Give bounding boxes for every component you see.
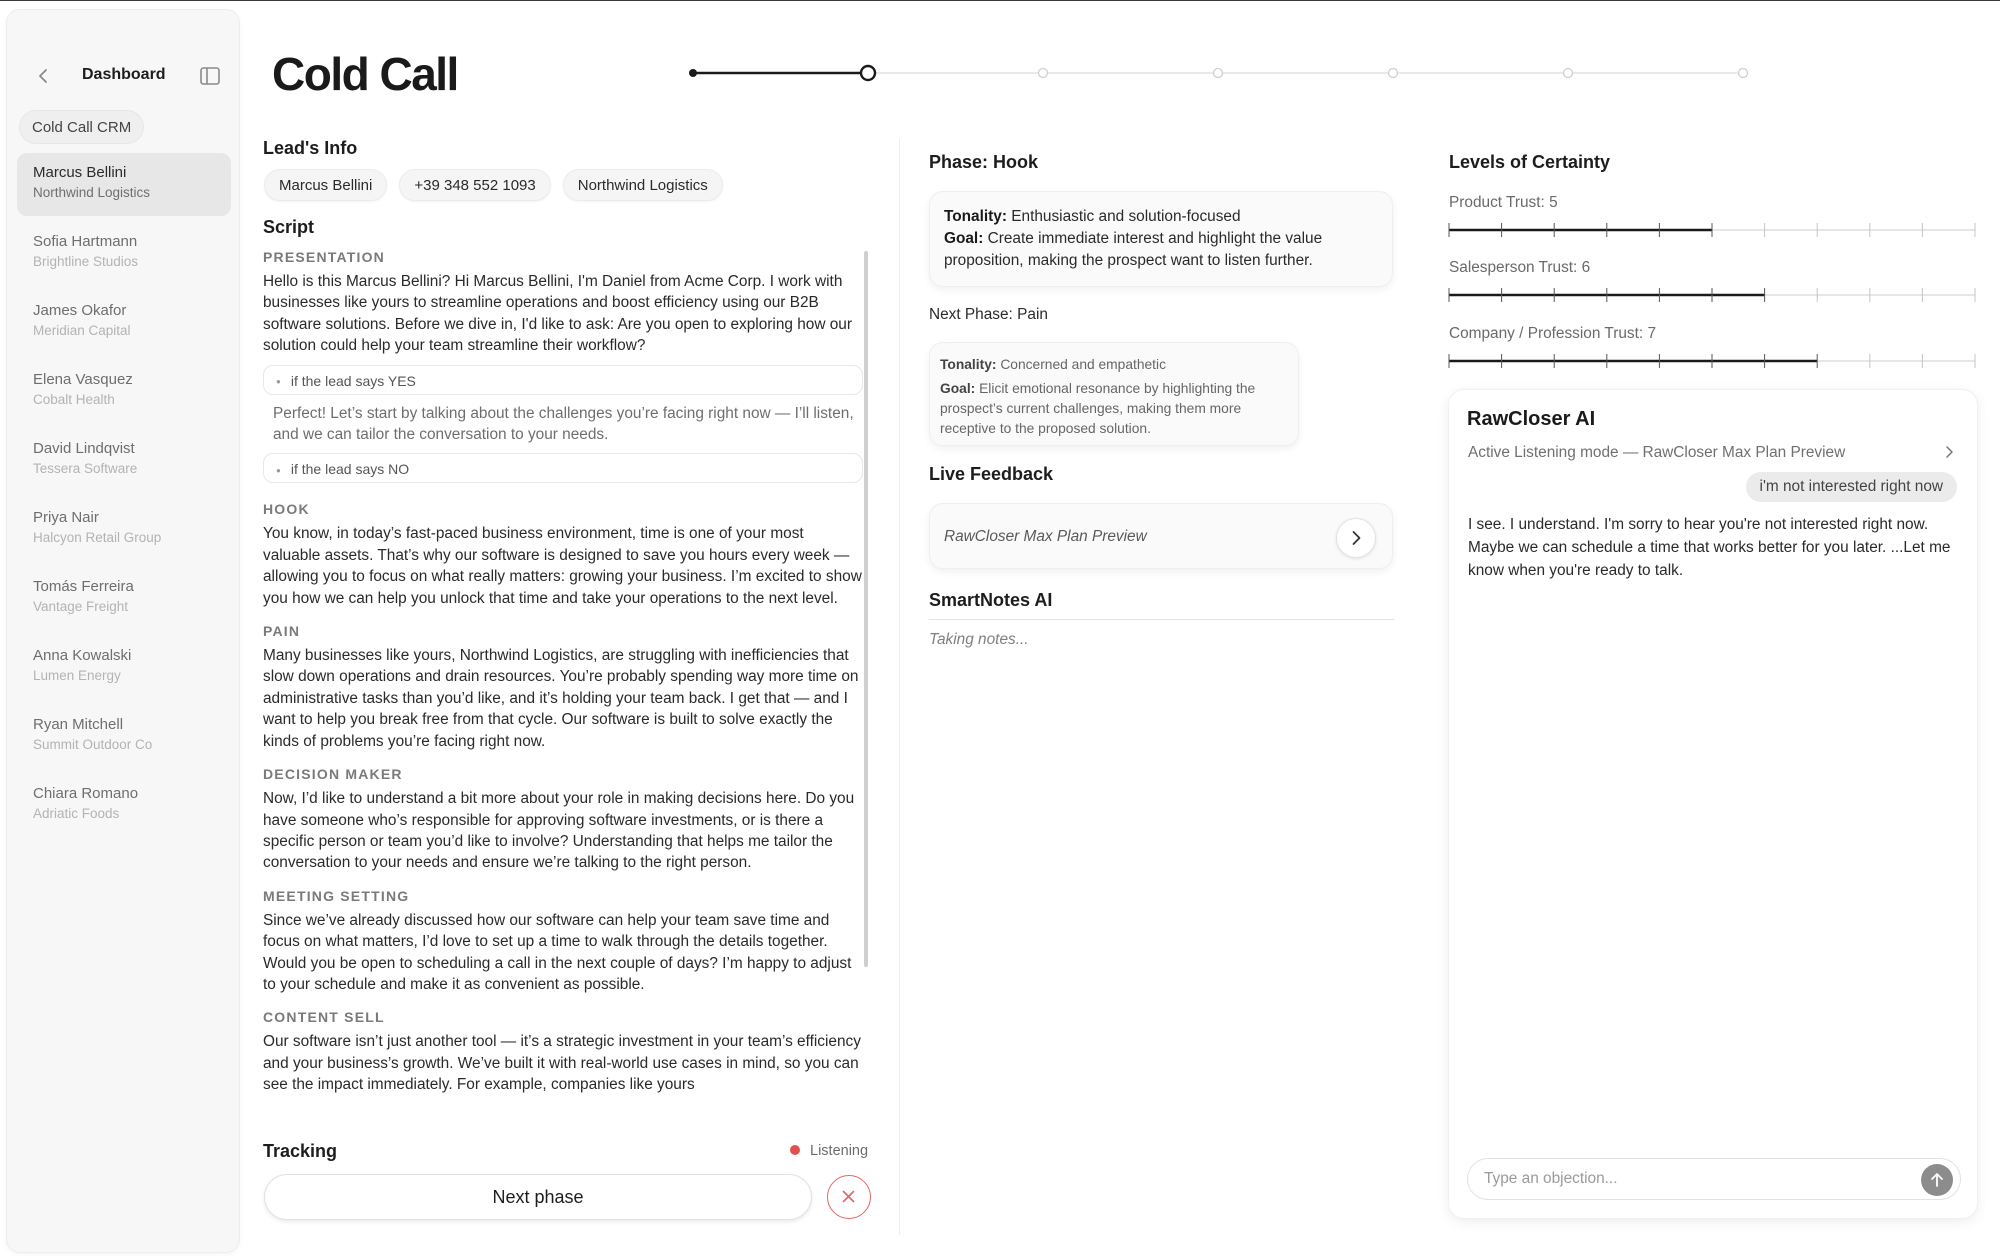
lead-name: James Okafor [33,302,127,319]
lead-item-marcus-bellini[interactable] [17,153,231,216]
chevron-right-icon[interactable] [1943,442,1957,462]
script-section-label: HOOK [263,501,310,518]
stepper-node[interactable] [1739,69,1748,78]
lead-info-heading: Lead's Info [263,138,358,158]
lead-name: David Lindqvist [33,440,135,457]
branch-no-toggle[interactable] [263,453,863,483]
lead-company: Northwind Logistics [33,185,151,200]
lead-company: Vantage Freight [33,599,129,614]
lead-name-chip: Marcus Bellini [264,169,387,201]
lead-company-chip: Northwind Logistics [563,169,723,201]
arrow-up-icon [1921,1164,1953,1196]
company-trust-label: Company / Profession Trust: 7 [1449,325,1657,342]
phase-card [929,191,1393,287]
sidebar-toggle-icon[interactable] [197,64,223,88]
lead-list [17,153,231,843]
next-phase-heading: Next Phase: Pain [929,306,1048,323]
lead-company: Tessera Software [33,461,138,476]
phase-heading: Phase: Hook [929,152,1039,172]
stop-call-button[interactable] [827,1175,871,1219]
user-message-bubble: i'm not interested right now [1746,472,1957,502]
live-feedback-heading: Live Feedback [929,464,1054,484]
lead-item-david-lindqvist[interactable] [17,429,231,492]
certainty-heading: Levels of Certainty [1449,152,1611,172]
close-icon [828,1176,869,1217]
ai-mode-label: Active Listening mode — RawCloser Max Plan Preview [1468,444,1846,461]
script-presentation-text: Hello is this Marcus Bellini? Hi Marcus Bellini, I'm Daniel from Acme Corp. I work with businesses like yours to streamline operations and boost efficiency using our B2B software solutions. Before we dive in, I'd like to ask: Are you open to exploring how our solution could help your team streamline their workflow? [263,273,852,355]
back-chevron-icon[interactable] [31,64,55,88]
lead-phone-chip: +39 348 552 1093 [399,169,550,201]
branch-no-label: if the lead says NO [290,461,410,478]
script-heading: Script [263,217,315,237]
column-divider [899,139,900,1235]
company-trust-scale [1448,350,1978,372]
lead-company: Brightline Studios [33,254,139,269]
phase-stepper-track [680,55,1760,91]
goal-label: Goal: [940,381,976,396]
lead-name: Marcus Bellini [33,164,127,181]
phase-tonality [944,206,1378,228]
script-meeting-text: Since we’ve already discussed how our software can help your team save time and focus on what matters, I’d love to set up a time to walk through the details together. Would you be open to scheduling a call in the next couple of days? I’m happy to adjust to your schedule and make it as convenient as possible. [263,911,852,993]
product-trust-scale [1448,219,1978,241]
stepper-node[interactable] [1039,69,1048,78]
tonality-label: Tonality: [940,357,997,372]
next-phase-button[interactable]: Next phase [264,1174,812,1220]
page-title: Cold Call [272,48,458,100]
branch-yes-label: if the lead says YES [290,372,416,389]
ai-title: RawCloser AI [1467,408,1596,430]
salesperson-trust-scale [1448,284,1978,306]
crm-link[interactable]: Cold Call CRM [19,110,144,144]
script-section-label: CONTENT SELL [263,1009,385,1026]
lead-item-tomas-ferreira[interactable] [17,567,231,630]
ai-assistant-panel [1448,389,1978,1219]
sidebar [6,9,240,1253]
listening-status [790,1143,868,1159]
sidebar-header [7,56,241,96]
send-button[interactable] [1921,1164,1953,1196]
script-section-label: PRESENTATION [263,249,385,265]
lead-item-ryan-mitchell[interactable] [17,705,231,768]
script-section-label: DECISION MAKER [263,766,403,783]
lead-company: Cobalt Health [33,392,115,407]
lead-company: Lumen Energy [33,668,121,683]
lead-name: Ryan Mitchell [33,716,124,733]
script-section-label: PAIN [263,623,301,640]
live-feedback-text: RawCloser Max Plan Preview [944,528,1147,545]
stepper-start-dot [689,69,697,77]
objection-input[interactable] [1467,1158,1961,1200]
branch-yes-toggle[interactable] [263,365,863,395]
goal-label: Goal: [944,230,984,247]
ai-reply-text: I see. I understand. I'm sorry to hear you're not interested right now. Maybe we can schedule a time that works better for you later. ...Let me know when you're ready to talk. [1468,516,1951,579]
stepper-node[interactable] [1564,69,1573,78]
goal-value: Create immediate interest and highlight the value proposition, making the prospect want to listen further. [944,230,1323,269]
smartnotes-heading: SmartNotes AI [929,590,1053,610]
lead-company: Summit Outdoor Co [33,737,153,752]
lead-name: Tomás Ferreira [33,578,134,595]
bullet-icon: ● [276,376,281,386]
lead-item-elena-vasquez[interactable] [17,360,231,423]
lead-company: Adriatic Foods [33,806,120,821]
smartnotes-divider [929,619,1394,620]
tonality-value: Enthusiastic and solution-focused [1011,208,1241,225]
phase-goal [944,228,1378,272]
lead-name: Elena Vasquez [33,371,133,388]
lead-info-chips [264,169,723,201]
lead-item-james-okafor[interactable] [17,291,231,354]
stepper-node-current[interactable] [861,66,875,80]
product-trust-label: Product Trust: 5 [1449,194,1558,211]
lead-item-sofia-hartmann[interactable] [17,222,231,285]
script-content-text: Our software isn’t just another tool — it’s a strategic investment in your team’s efficiency and your business’s growth. We’ve built it with real-world use cases in mind, so you can see the impact immediately. For example, companies like yours [263,1033,861,1094]
next-tonality [940,355,1288,375]
script-panel[interactable] [263,249,863,1119]
lead-company: Meridian Capital [33,323,131,338]
script-scrollbar[interactable] [864,251,868,967]
lead-name: Priya Nair [33,509,99,526]
next-goal [940,379,1288,439]
chevron-right-icon [1337,519,1375,557]
bullet-icon: ● [276,465,281,475]
goal-value: Elicit emotional resonance by highlighting the prospect’s current challenges, making them more receptive to the proposed solution. [940,381,1256,436]
tonality-label: Tonality: [944,208,1007,225]
script-hook-text: You know, in today’s fast-paced business environment, time is one of your most valuable assets. That’s why our software is designed to save you hours every week — allowing you to focus on what really matters: growing your business. I’m excited to show you how we can help you unlock that time and take your operations to the next level. [263,525,862,607]
smartnotes-status: Taking notes... [929,631,1029,648]
script-decision-text: Now, I’d like to understand a bit more about your role in making decisions here. Do you have someone who’s responsible for approving software investments, or is there a specific person or team you’d like to involve? Understanding that helps me tailor the conversation to your needs and ensure we’re talking to the right person. [263,790,855,872]
lead-name: Sofia Hartmann [33,233,138,250]
next-phase-card [929,342,1299,446]
lead-item-chiara-romano[interactable] [17,774,231,837]
listening-label: Listening [810,1143,869,1159]
phase-stepper [680,55,1760,91]
script-pain-text: Many businesses like yours, Northwind Logistics, are struggling with inefficiencies that slow down operations and drain resources. You’re probably spending way more time on administrative tasks than you’d like, and it’s holding your team back. I get that — and I want to help you break free from that cycle. Our software is built to solve exactly the kinds of problems you’re facing right now. [263,647,859,750]
lead-item-anna-kowalski[interactable] [17,636,231,699]
live-feedback-open-button[interactable] [1336,518,1376,558]
stepper-node[interactable] [1389,69,1398,78]
stepper-node[interactable] [1214,69,1223,78]
live-feedback-card[interactable] [929,503,1393,569]
recording-dot-icon [790,1145,800,1155]
lead-company: Halcyon Retail Group [33,530,162,545]
sidebar-title[interactable]: Dashboard [82,66,166,83]
script-section-label: MEETING SETTING [263,887,410,904]
salesperson-trust-label: Salesperson Trust: 6 [1449,259,1591,276]
lead-name: Anna Kowalski [33,647,132,664]
tracking-label: Tracking [263,1141,338,1161]
lead-item-priya-nair[interactable] [17,498,231,561]
lead-name: Chiara Romano [33,785,139,802]
tonality-value: Concerned and empathetic [1000,357,1166,372]
branch-yes-response: Perfect! Let’s start by talking about the challenges you’re facing right now — I’ll listen, and we can tailor the conversation to your needs. [273,404,854,444]
